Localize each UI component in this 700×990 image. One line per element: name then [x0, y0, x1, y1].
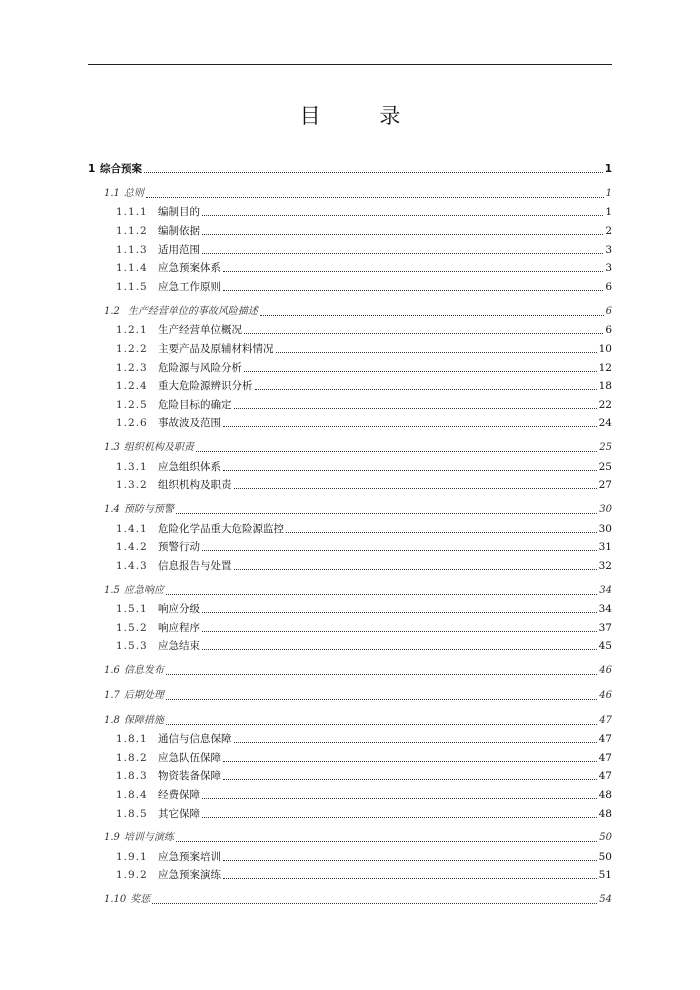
toc-entry[interactable]: [88, 340, 612, 356]
dot-leader: [176, 513, 597, 514]
toc-entry[interactable]: [88, 203, 612, 219]
toc-entry-number: 1.3.1: [116, 461, 148, 473]
toc-entry-number: 1.2.6: [116, 417, 148, 429]
toc-entry-page: 6: [605, 324, 612, 336]
toc-entry-number: 1.1.3: [116, 244, 148, 256]
toc-entry[interactable]: [88, 538, 612, 554]
toc-entry-title: 奖惩: [130, 894, 151, 905]
toc-entry[interactable]: [88, 321, 612, 337]
toc-entry-page: 1: [605, 206, 612, 218]
toc-entry-page: 47: [598, 752, 612, 764]
toc-entry-title: 应急队伍保障: [158, 752, 221, 764]
dot-leader: [202, 612, 597, 613]
toc-entry-title: 应急预案演练: [158, 869, 221, 881]
toc-entry-page: 31: [598, 541, 612, 553]
toc-entry-page: 50: [598, 851, 612, 863]
toc-entry-title: 重大危险源辨识分析: [158, 380, 253, 392]
toc-entry-page: 45: [598, 640, 612, 652]
toc-entry[interactable]: [88, 185, 612, 201]
toc-entry[interactable]: [88, 476, 612, 492]
toc-entry-page: 27: [598, 479, 612, 491]
toc-entry-page: 47: [599, 715, 612, 726]
dot-leader: [276, 352, 597, 353]
toc-entry-number: 1.9: [104, 832, 120, 843]
toc-entry-page: 6: [605, 306, 612, 317]
toc-entry-number: 1.1.4: [116, 262, 148, 274]
toc-entry-title: 应急组织体系: [158, 461, 221, 473]
toc-entry-number: 1.2.1: [116, 324, 148, 336]
toc-entry-page: 25: [598, 461, 612, 473]
toc-entry-number: 1.5.2: [116, 622, 148, 634]
toc-entry-number: 1.9.1: [116, 851, 148, 863]
toc-entry-number: 1.8.5: [116, 808, 148, 820]
toc-entry[interactable]: [88, 662, 612, 678]
toc-entry[interactable]: [88, 278, 612, 294]
toc-entry-number: 1.8: [104, 715, 120, 726]
toc-entry[interactable]: [88, 786, 612, 802]
dot-leader: [286, 532, 597, 533]
toc-entry[interactable]: [88, 749, 612, 765]
toc-entry[interactable]: [88, 637, 612, 653]
toc-entry-title: 响应程序: [158, 622, 200, 634]
toc-entry-number: 1.5.3: [116, 640, 148, 652]
toc-entry-page: 48: [598, 789, 612, 801]
dot-leader: [234, 488, 597, 489]
toc-entry-number: 1.2: [104, 306, 120, 317]
dot-leader: [223, 761, 597, 762]
toc-entry-title: 组织机构及职责: [123, 442, 194, 453]
toc-entry[interactable]: [88, 730, 612, 746]
toc-entry[interactable]: [88, 582, 612, 598]
toc-entry-title: 事故波及范围: [158, 417, 221, 429]
toc-entry-number: 1.8.4: [116, 789, 148, 801]
toc-entry-page: 30: [599, 504, 612, 515]
toc-entry[interactable]: [88, 557, 612, 573]
toc-entry[interactable]: [88, 687, 612, 703]
dot-leader: [202, 817, 597, 818]
toc-entry-page: 54: [599, 894, 612, 905]
dot-leader: [223, 271, 603, 272]
toc-entry-page: 24: [598, 417, 612, 429]
dot-leader: [223, 878, 597, 879]
toc-entry[interactable]: [88, 377, 612, 393]
toc-entry-title: 响应分级: [158, 603, 200, 615]
toc-entry-page: 22: [598, 399, 612, 411]
toc-entry-number: 1.2.4: [116, 380, 148, 392]
toc-entry[interactable]: [88, 259, 612, 275]
dot-leader: [244, 333, 603, 334]
toc-entry-page: 48: [598, 808, 612, 820]
dot-leader: [234, 569, 597, 570]
toc-entry[interactable]: [88, 222, 612, 238]
toc-entry[interactable]: [88, 501, 612, 517]
dot-leader: [223, 426, 597, 427]
toc-entry-page: 25: [599, 442, 612, 453]
toc-entry[interactable]: [88, 619, 612, 635]
toc-entry-title: 编制依据: [158, 225, 200, 237]
dot-leader: [202, 550, 597, 551]
toc-entry-page: 6: [605, 281, 612, 293]
dot-leader: [202, 253, 603, 254]
dot-leader: [152, 903, 597, 904]
toc-entry-number: 1.3.2: [116, 479, 148, 491]
toc-entry-page: 47: [598, 770, 612, 782]
toc-entry[interactable]: [88, 241, 612, 257]
toc-entry-title: 生产经营单位概况: [158, 324, 242, 336]
toc-entry[interactable]: [88, 600, 612, 616]
toc-entry-title: 生产经营单位的事故风险描述: [127, 306, 258, 317]
dot-leader: [244, 371, 597, 372]
dot-leader: [146, 197, 604, 198]
toc-entry[interactable]: [88, 805, 612, 821]
dot-leader: [234, 742, 597, 743]
toc-entry-title: 总则: [123, 188, 144, 199]
toc-entry-page: 30: [598, 523, 612, 535]
toc-entry-number: 1.1.1: [116, 206, 148, 218]
dot-leader: [166, 674, 597, 675]
dot-leader: [223, 860, 597, 861]
toc-entry-title: 预警行动: [158, 541, 200, 553]
toc-entry-number: 1.9.2: [116, 869, 148, 881]
toc-entry-number: 1.4.3: [116, 560, 148, 572]
toc-entry-title: 保障措施: [123, 715, 164, 726]
toc-entry-title: 信息报告与处置: [158, 560, 232, 572]
toc-entry[interactable]: [88, 303, 612, 319]
toc-entry-page: 37: [598, 622, 612, 634]
page-title: 目 录: [299, 104, 427, 128]
toc-entry-number: 1.7: [104, 690, 120, 701]
toc-entry[interactable]: [88, 520, 612, 536]
toc-entry-title: 后期处理: [123, 690, 164, 701]
toc-entry-page: 32: [598, 560, 612, 572]
dot-leader: [223, 470, 597, 471]
toc-entry[interactable]: [88, 891, 612, 907]
header-rule: [88, 64, 612, 65]
toc-entry[interactable]: [88, 712, 612, 728]
toc-entry-page: 34: [598, 603, 612, 615]
toc-entry-page: 12: [598, 362, 612, 374]
toc-entry-title: 培训与演练: [123, 832, 174, 843]
toc-entry-page: 10: [598, 343, 612, 355]
toc-entry[interactable]: [88, 359, 612, 375]
toc-entry[interactable]: [88, 439, 612, 455]
toc-entry-page: 1: [604, 163, 612, 175]
toc-entry-number: 1.5.1: [116, 603, 148, 615]
toc-entry-page: 1: [605, 188, 612, 199]
toc-entry-title: 应急预案体系: [158, 262, 221, 274]
toc-entry[interactable]: [88, 458, 612, 474]
toc-entry-title: 通信与信息保障: [158, 733, 232, 745]
toc-entry-title: 物资装备保障: [158, 770, 221, 782]
toc-entry-title: 应急结束: [158, 640, 200, 652]
toc-entry-title: 综合预案: [100, 163, 142, 175]
toc-entry-page: 51: [598, 869, 612, 881]
toc-entry-number: 1.2.3: [116, 362, 148, 374]
dot-leader: [166, 724, 597, 725]
toc-entry-title: 其它保障: [158, 808, 200, 820]
toc-entry-page: 47: [598, 733, 612, 745]
dot-leader: [223, 779, 597, 780]
toc-entry-title: 应急工作原则: [158, 281, 221, 293]
dot-leader: [255, 389, 597, 390]
toc-entry-number: 1.4: [104, 504, 120, 515]
toc-entry[interactable]: [88, 396, 612, 412]
toc-entry[interactable]: [88, 414, 612, 430]
dot-leader: [196, 451, 597, 452]
toc-entry-number: 1.2.2: [116, 343, 148, 355]
toc-entry-title: 编制目的: [158, 206, 200, 218]
toc-entry[interactable]: [88, 160, 612, 176]
toc-entry-number: 1.5: [104, 585, 120, 596]
dot-leader: [202, 649, 597, 650]
toc-entry-title: 信息发布: [123, 665, 164, 676]
toc-entry[interactable]: [88, 767, 612, 783]
toc-entry-number: 1.4.1: [116, 523, 148, 535]
toc-entry-number: 1.4.2: [116, 541, 148, 553]
toc-entry-page: 2: [605, 225, 612, 237]
toc-entry-title: 危险源与风险分析: [158, 362, 242, 374]
dot-leader: [234, 408, 597, 409]
toc-entry-number: 1.1.5: [116, 281, 148, 293]
toc-entry-title: 主要产品及原辅材料情况: [158, 343, 274, 355]
toc-entry-title: 危险化学品重大危险源监控: [158, 523, 284, 535]
toc-entry[interactable]: [88, 848, 612, 864]
toc-entry-page: 46: [599, 665, 612, 676]
dot-leader: [202, 234, 603, 235]
toc-entry-page: 18: [598, 380, 612, 392]
toc-entry-number: 1: [88, 163, 96, 175]
toc-entry-title: 适用范围: [158, 244, 200, 256]
dot-leader: [166, 699, 597, 700]
toc-entry-page: 3: [605, 244, 612, 256]
dot-leader: [202, 631, 597, 632]
toc-entry-title: 应急预案培训: [158, 851, 221, 863]
toc-entry-number: 1.1.2: [116, 225, 148, 237]
toc-entry-number: 1.3: [104, 442, 120, 453]
toc-entry-number: 1.8.3: [116, 770, 148, 782]
toc-entry-number: 1.1: [104, 188, 120, 199]
toc-entry-title: 经费保障: [158, 789, 200, 801]
toc-entry-number: 1.2.5: [116, 399, 148, 411]
toc-entry-page: 34: [599, 585, 612, 596]
toc-entry-page: 3: [605, 262, 612, 274]
toc-entry-page: 46: [599, 690, 612, 701]
toc-entry-number: 1.8.1: [116, 733, 148, 745]
toc-entry-title: 应急响应: [123, 585, 164, 596]
dot-leader: [202, 215, 603, 216]
toc-entry-number: 1.10: [104, 894, 127, 905]
toc-entry-title: 组织机构及职责: [158, 479, 232, 491]
toc-entry[interactable]: [88, 866, 612, 882]
dot-leader: [176, 841, 597, 842]
dot-leader: [144, 172, 603, 173]
toc-entry-page: 50: [599, 832, 612, 843]
toc-entry-title: 预防与预警: [123, 504, 174, 515]
dot-leader: [223, 290, 603, 291]
toc-entry-number: 1.8.2: [116, 752, 148, 764]
toc-entry-number: 1.6: [104, 665, 120, 676]
toc-entry[interactable]: [88, 829, 612, 845]
dot-leader: [260, 315, 604, 316]
toc-entry-title: 危险目标的确定: [158, 399, 232, 411]
dot-leader: [202, 798, 597, 799]
dot-leader: [166, 594, 597, 595]
